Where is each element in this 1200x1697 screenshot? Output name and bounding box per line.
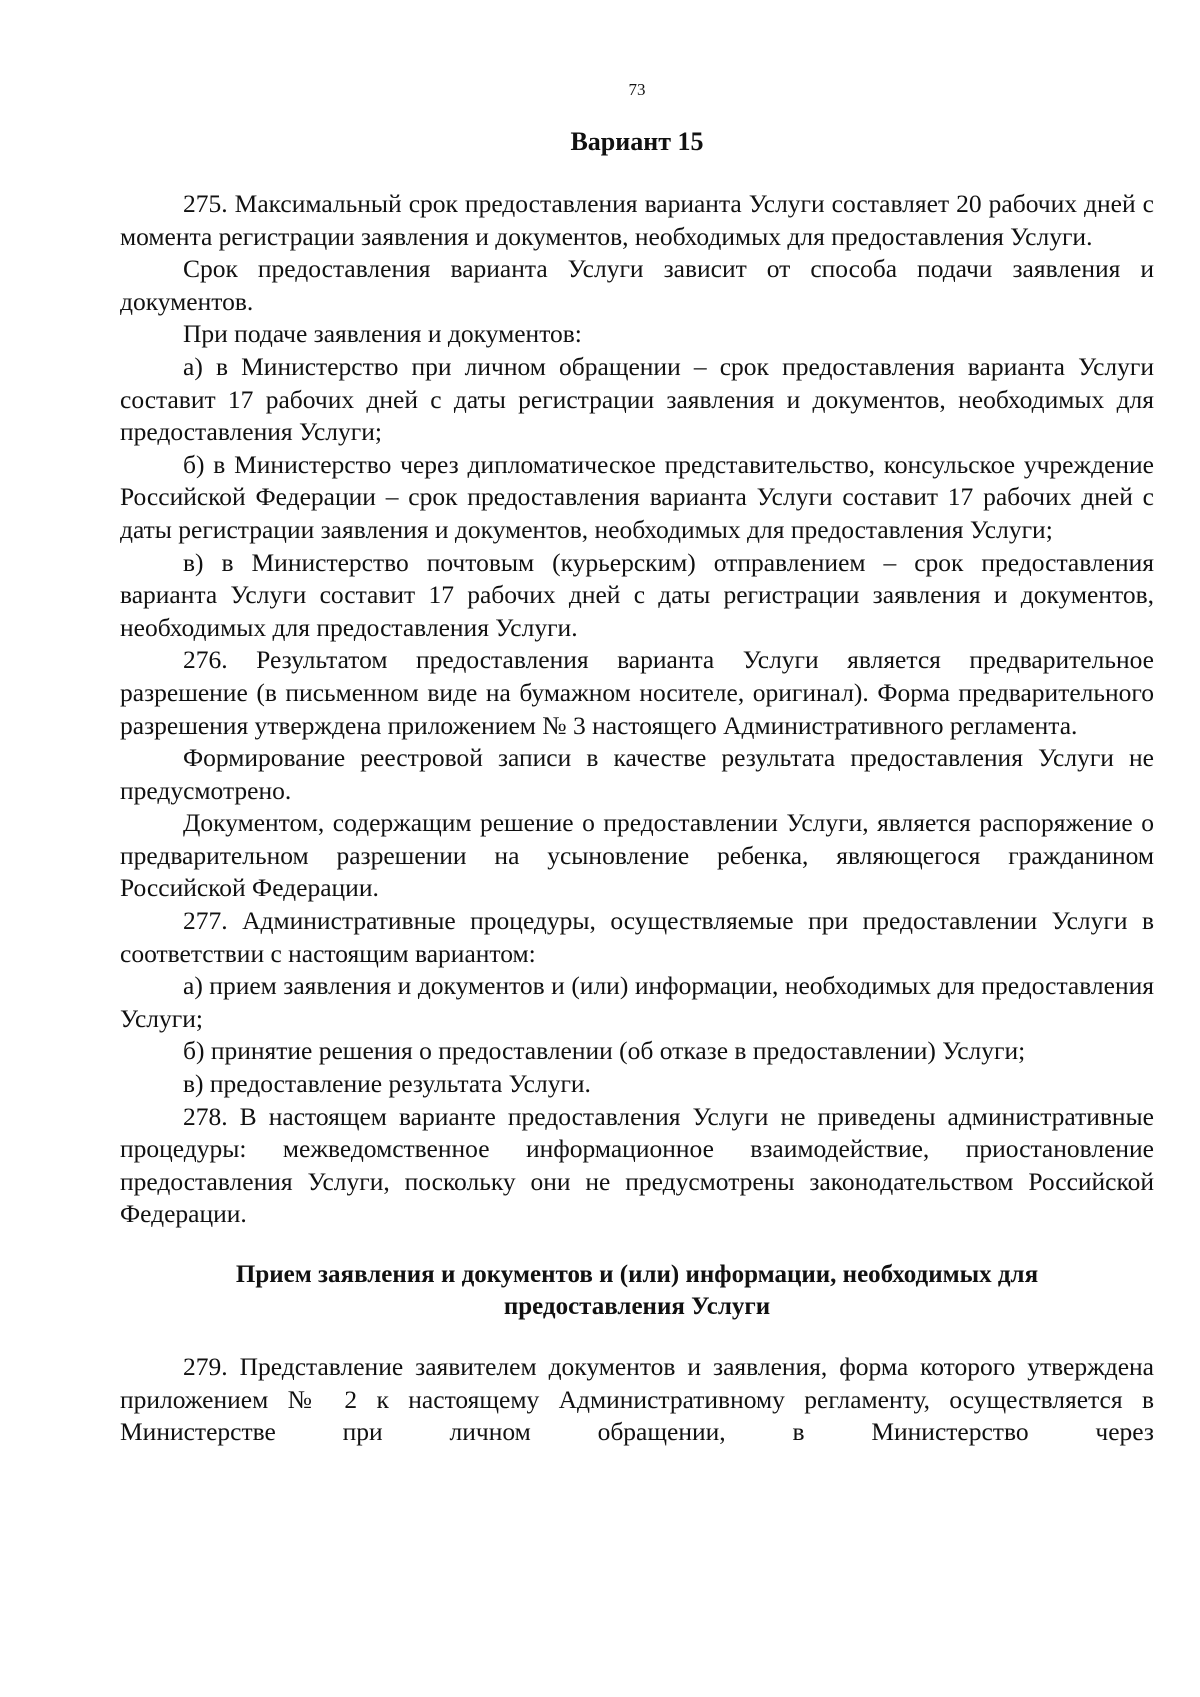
section-heading-line-1: Прием заявления и документов и (или) информации, необходимых для <box>235 1261 1039 1288</box>
list-item-a: а) в Министерство при личном обращении – срок предоставления варианта Услуги составит 17 рабочих дней с даты регистрации заявления и документов, необходимых для предоставления Услуги; <box>120 351 1154 447</box>
paragraph-decision-document: Документом, содержащим решение о предоставлении Услуги, является распоряжение о предварительном разрешении на усыновление ребенка, являющегося гражданином Российской Федерации. <box>120 808 1154 903</box>
paragraph-submission-intro: При подаче заявления и документов: <box>183 319 582 349</box>
list-item-b: б) в Министерство через дипломатическое представительство, консульское учреждение Российской Федерации – срок предоставления варианта Услуги составит 17 рабочих дней с даты регистрации заявления и документов, необходимых для предоставления Услуги; <box>120 449 1154 544</box>
section-heading <box>120 1259 1154 1323</box>
procedure-item-v: в) предоставление результата Услуги. <box>183 1069 591 1099</box>
page-title: Вариант 15 <box>570 127 704 156</box>
section-heading-line-2: предоставления Услуги <box>503 1293 771 1320</box>
paragraph-276: 276. Результатом предоставления варианта Услуги является предварительное разрешение (в письменном виде на бумажном носителе, оригинал). Форма предварительного разрешения утверждена приложением № 3 настоящего Административного регламента. <box>120 645 1154 740</box>
paragraph-278: 278. В настоящем варианте предоставления Услуги не приведены административные процедуры: межведомственное информационное взаимодействие, приостановление предоставления Услуги, поскольку они не предусмотрены законодательством Российской Федерации. <box>120 1101 1154 1229</box>
procedure-item-a: а) прием заявления и документов и (или) информации, необходимых для предоставления Услуги; <box>120 971 1154 1033</box>
paragraph-275: 275. Максимальный срок предоставления варианта Услуги составляет 20 рабочих дней с момента регистрации заявления и документов, необходимых для предоставления Услуги. <box>120 189 1154 251</box>
procedure-item-b: б) принятие решения о предоставлении (об отказе в предоставлении) Услуги; <box>183 1036 1026 1066</box>
paragraph-279: 279. Представление заявителем документов и заявления, форма которого утверждена приложением № 2 к настоящему Административному регламенту, осуществляется в Министерстве при личном обращении, в Министерство через <box>120 1352 1154 1447</box>
list-item-v: в) в Министерство почтовым (курьерским) отправлением – срок предоставления варианта Услуги составит 17 рабочих дней с даты регистрации заявления и документов, необходимых для предоставления Услуги. <box>120 547 1154 642</box>
paragraph-277: 277. Административные процедуры, осуществляемые при предоставлении Услуги в соответствии с настоящим вариантом: <box>120 906 1154 968</box>
document-body <box>120 188 1154 1449</box>
page-number: 73 <box>628 80 646 99</box>
paragraph-term-depends: Срок предоставления варианта Услуги зависит от способа подачи заявления и документов. <box>120 254 1154 316</box>
paragraph-registry-record: Формирование реестровой записи в качестве результата предоставления Услуги не предусмотрено. <box>120 743 1154 805</box>
